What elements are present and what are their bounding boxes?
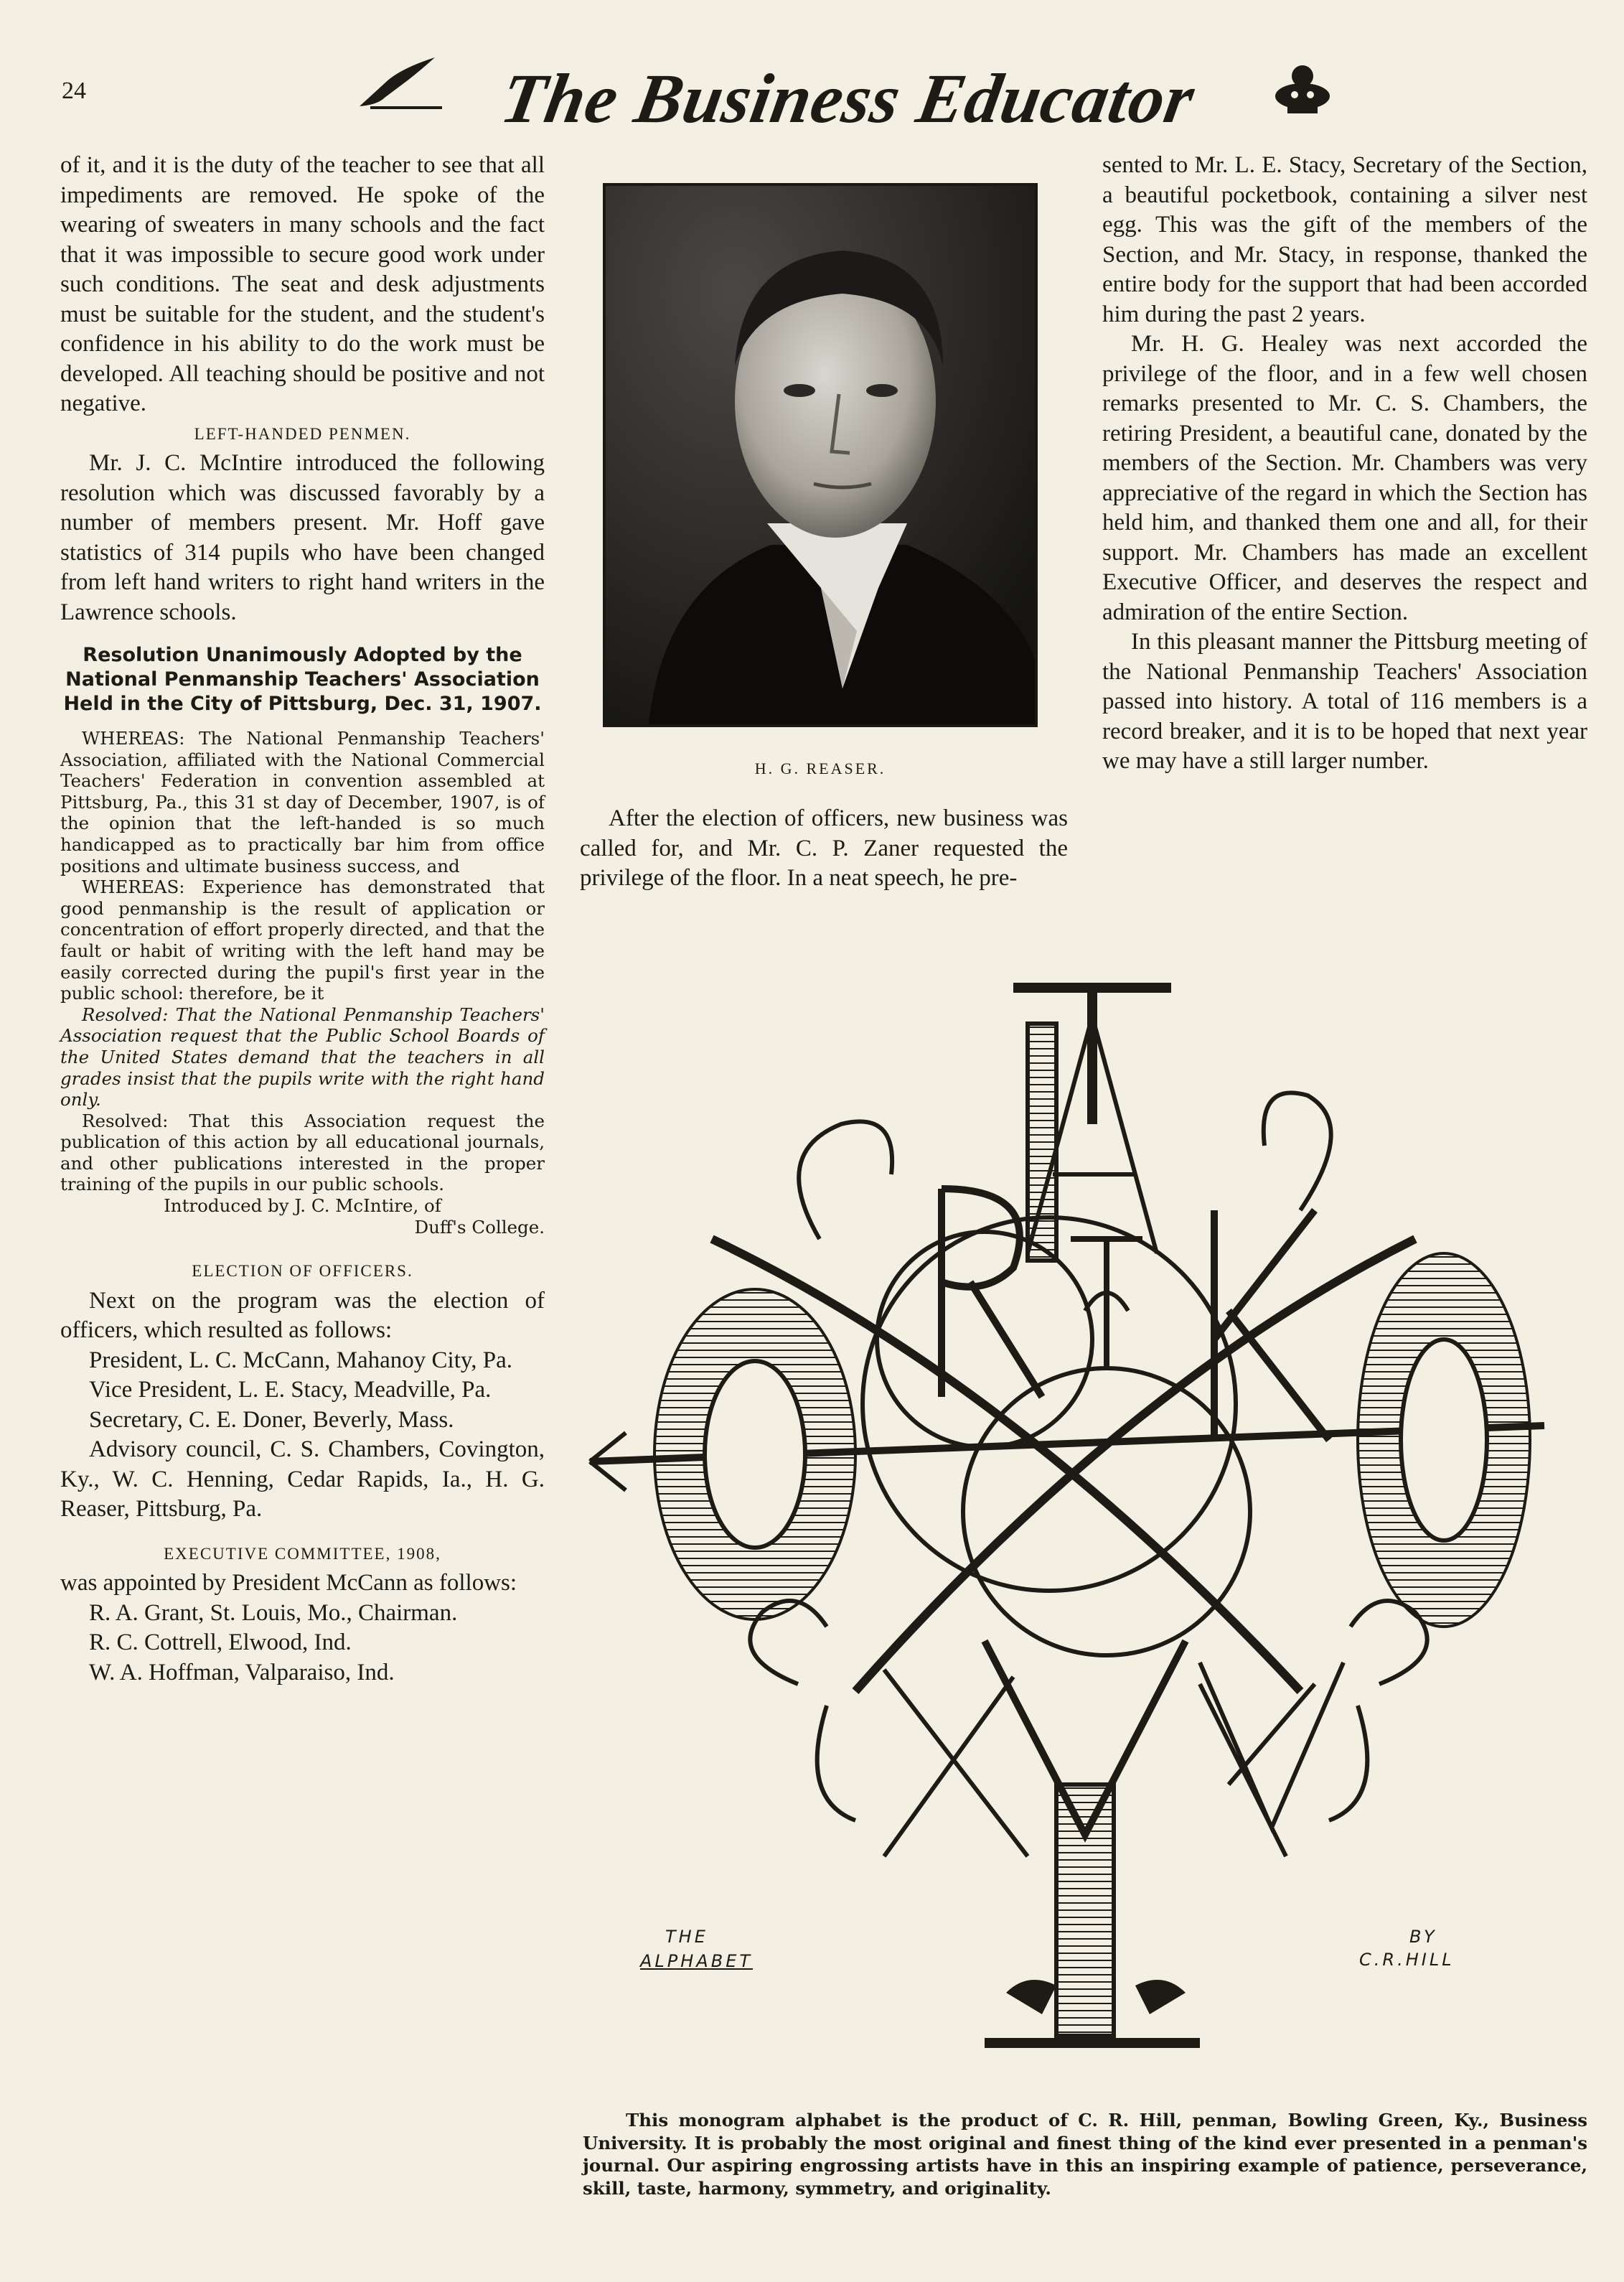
committee-line: R. A. Grant, St. Louis, Mo., Chairman. bbox=[89, 1599, 458, 1626]
ornament-icon bbox=[1272, 62, 1333, 116]
artwork-signature: C.R.HILL bbox=[1359, 1950, 1455, 1970]
officer-line: Vice President, L. E. Stacy, Meadville, Pa. bbox=[89, 1377, 492, 1403]
paragraph: Mr. J. C. McIntire introduced the following resolution which was discussed favorably by a number of members present. Mr. Hoff gave statistics of 314 pupils who have been changed from left hand writers to right hand writers in the Lawrence schools. bbox=[60, 450, 545, 625]
resolution-clause: Resolved: That the National Penmanship Teachers' Association request that the Public School Boards of the United States demand that the teachers in all grades insist that the pupils write with the right hand only. bbox=[60, 1004, 545, 1110]
monogram-alphabet-artwork bbox=[583, 937, 1587, 2096]
resolution-title: Resolution Unanimously Adopted by the National Penmanship Teachers' Association Held in the City of Pittsburg, Dec. 31, 1907. bbox=[63, 644, 542, 715]
resolution-credit: Introduced by J. C. McIntire, of bbox=[164, 1195, 441, 1217]
monogram-caption bbox=[583, 2109, 1587, 2199]
resolution-clause: Resolved: That this Association request the publication of this action by all educational journals, and other publications interested in the proper training of the pupils in our public schools. bbox=[60, 1110, 545, 1195]
officer-line: Advisory council, C. S. Chambers, Covington, Ky., W. C. Henning, Cedar Rapids, Ia., H. G. Reaser, Pittsburg, Pa. bbox=[60, 1436, 545, 1523]
portrait-photo bbox=[603, 183, 1038, 727]
resolution-clause: WHEREAS: Experience has demonstrated that good penmanship is the result of application or concentration of effort properly directed, and that the fault or habit of writing with the left hand may be easily corrected during the pupil's first year in the public school: therefore, be it bbox=[60, 876, 545, 1004]
paragraph: was appointed by President McCann as follows: bbox=[60, 1570, 517, 1596]
column-left bbox=[60, 151, 545, 1688]
column-right bbox=[1102, 151, 1587, 777]
paragraph: of it, and it is the duty of the teacher to see that all impediments are removed. He spoke of the wearing of sweaters in many schools and the fact that it was impossible to secure good work under such conditions. The seat and desk adjustments must be suitable for the student, and the student's confidence in his ability to do the work must be developed. All teaching should be positive and not negative. bbox=[60, 152, 545, 416]
photo-caption: H. G. REASER. bbox=[754, 759, 886, 777]
paragraph: Next on the program was the election of officers, which resulted as follows: bbox=[60, 1287, 545, 1344]
column-middle bbox=[580, 804, 1068, 894]
paragraph: After the election of officers, new business was called for, and Mr. C. P. Zaner requested the privilege of the floor. In a neat speech, he pre- bbox=[580, 805, 1068, 891]
committee-line: R. C. Cottrell, Elwood, Ind. bbox=[89, 1629, 352, 1656]
section-heading: ELECTION OF OFFICERS. bbox=[192, 1262, 413, 1281]
page-number: 24 bbox=[62, 78, 86, 104]
caption-text: This monogram alphabet is the product of C. R. Hill, penman, Bowling Green, Ky., Business University. It is probably the most original and finest thing of the kind ever presented in a penman's journal. Our aspiring engrossing artists have in this an inspiring example of patience, perseverance, skill, taste, harmony, symmetry, and originality. bbox=[583, 2110, 1587, 2199]
officer-line: President, L. C. McCann, Mahanoy City, Pa. bbox=[89, 1347, 512, 1373]
paragraph: In this pleasant manner the Pittsburg meeting of the National Penmanship Teachers' Association passed into history. A total of 116 members is a record breaker, and it is to be hoped that next year we may have a still larger number. bbox=[1102, 629, 1587, 774]
journal-title: The Business Educator bbox=[495, 60, 1201, 138]
resolution-clause: WHEREAS: The National Penmanship Teachers' Association, affiliated with the National Commercial Teachers' Federation in convention assembled at Pittsburg, Pa., this 31 st day of December, 1907, is of the opinion that the left-handed is so much handicapped as to practically bar him from office positions and ultimate business success, and bbox=[60, 728, 545, 876]
resolution-credit: Duff's College. bbox=[414, 1216, 545, 1238]
artwork-signature: THE bbox=[665, 1927, 708, 1947]
committee-line: W. A. Hoffman, Valparaiso, Ind. bbox=[89, 1659, 395, 1685]
officer-line: Secretary, C. E. Doner, Beverly, Mass. bbox=[89, 1406, 454, 1433]
artwork-signature: BY bbox=[1409, 1927, 1437, 1947]
artwork-signature: ALPHABET bbox=[640, 1951, 754, 1971]
quill-hand-icon bbox=[356, 55, 449, 112]
paragraph: Mr. H. G. Healey was next accorded the privilege of the floor, and in a few well chosen remarks presented to Mr. C. S. Chambers, the retiring President, a beautiful cane, donated by the members of the Section. Mr. Chambers was very appreciative of the regard in which the Section has held him, and thanked them one and all, for their support. Mr. Chambers has made an excellent Executive Officer, and deserves the respect and admiration of the entire Section. bbox=[1102, 331, 1587, 625]
section-heading: EXECUTIVE COMMITTEE, 1908, bbox=[164, 1544, 441, 1563]
section-heading: LEFT-HANDED PENMEN. bbox=[194, 424, 411, 443]
paragraph: sented to Mr. L. E. Stacy, Secretary of the Section, a beautiful pocketbook, containing a silver nest egg. This was the gift of the members of the Section, and Mr. Stacy, in response, thanked the entire body for the support that had been accorded him during the past 2 years. bbox=[1102, 152, 1587, 327]
resolution-body bbox=[60, 728, 545, 1238]
